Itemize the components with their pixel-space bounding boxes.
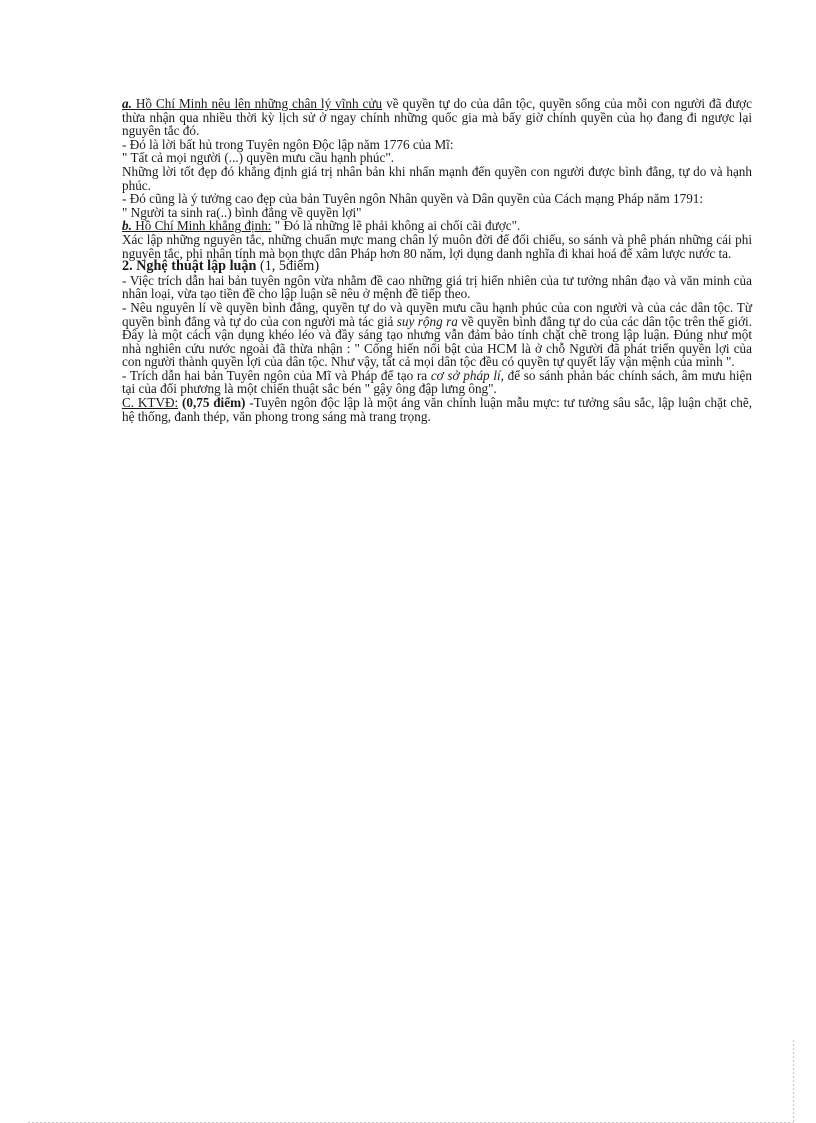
section-heading-points: (1, 5điểm): [256, 258, 320, 275]
page-border-right: [793, 1040, 794, 1123]
section-heading-2: [122, 260, 752, 274]
paragraph-text: về quyền bình đẳng tự do của các dân tộc trên thế giới. Đây là một cách vận dụng khéo léo và đầy sáng tạo nhưng vẫn đảm bảo tính chặt chẽ trong lập luận. Đúng như một nhà nghiên cứu nước ngoài đã thừa nhận : " Cống hiến nổi bật của HCM là ở chỗ Người đã phát triển quyền lợi của con người thành quyền lợi của dân tộc. Như vậy, tất cả mọi dân tộc đều có quyền tự quyết lấy vận mệnh của mình ".: [122, 313, 752, 370]
paragraph-quote-us: " Tất cả mọi người (...) quyền mưu cầu hạnh phúc".: [122, 150, 395, 166]
italic-text: suy rộng ra: [396, 313, 458, 329]
paragraph-legal-basis: [122, 369, 752, 396]
paragraph-text: về quyền tự do của dân tộc, quyền sống của mỗi con người đã được thừa nhận qua nhiều thời kỳ lịch sử ở ngay chính những quốc gia mà bấy giờ chính quyền của họ đang đi ngược lại nguyên tắc đó.: [122, 96, 752, 139]
points-label: (0,75 điểm): [178, 395, 246, 411]
section-label-c: C. KTVĐ:: [122, 395, 179, 411]
paragraph-b: [122, 219, 752, 233]
document-body: [122, 97, 752, 423]
paragraph-principles: Xác lập những nguyên tắc, những chuẩn mực mang chân lý muôn đời để đối chiếu, so sánh và phê phán những cái phi nguyên tắc, phi nhân tính mà bọn thực dân Pháp hơn 80 năm, lợi dụng danh nghĩa đi khai hoá để xâm lược nước ta.: [122, 231, 752, 261]
paragraph-citation: - Việc trích dẫn hai bản tuyên ngôn vừa nhằm đề cao những giá trị hiển nhiên của tư tưởng nhân đạo và văn minh của nhân loại, vừa tạo tiền đề cho lập luận sẽ nêu ở mệnh đề tiếp theo.: [122, 272, 752, 302]
paragraph-quote-intro-france: - Đó cũng là ý tưởng cao đẹp của bản Tuyên ngôn Nhân quyền và Dân quyền của Cách mạng Pháp năm 1791:: [122, 191, 704, 207]
paragraph-a: [122, 97, 752, 138]
paragraph-text: " Đó là những lẽ phải không ai chối cãi được".: [271, 218, 521, 234]
paragraph-equality: [122, 301, 752, 369]
underlined-text: Hồ Chí Minh nêu lên những chân lý vĩnh cửu: [131, 96, 383, 111]
item-label-b: b.: [122, 218, 132, 234]
paragraph-text: - Nêu nguyên lí về quyền bình đẳng, quyền tự do và quyền mưu cầu hạnh phúc của con người và của các dân tộc. Từ quyền bình đẳng và tự do của con người mà tác giả: [122, 299, 752, 329]
italic-text: cơ sở pháp lí: [430, 367, 501, 383]
paragraph-commentary: Những lời tốt đẹp đó khẳng định giá trị nhân bản khi nhấn mạnh đến quyền con người được bình đẳng, tự do và hạnh phúc.: [122, 163, 752, 193]
paragraph-text: -Tuyên ngôn độc lập là một áng văn chính luận mẫu mực: tư tưởng sâu sắc, lập luận chặt chẽ, hệ thống, đanh thép, văn phong trong sáng mà trang trọng.: [122, 395, 752, 424]
paragraph-quote-france: " Người ta sinh ra(..) bình đẳng về quyền lợi": [122, 204, 362, 220]
underlined-text: Hồ Chí Minh khẳng định:: [131, 218, 272, 234]
paragraph-text: , để so sánh phản bác chính sách, âm mưu hiện tại của đối phương là một chiến thuật sắc bén " gậy ông đập lưng ông".: [122, 367, 752, 397]
paragraph-quote-intro-us: - Đó là lời bất hủ trong Tuyên ngôn Độc lập năm 1776 của Mĩ:: [122, 136, 454, 152]
paragraph-conclusion: [122, 396, 752, 423]
paragraph-text: - Trích dẫn hai bản Tuyên ngôn của Mĩ và Pháp để tạo ra: [122, 367, 431, 383]
section-heading-title: 2. Nghệ thuật lập luận: [122, 258, 257, 275]
item-label-a: a.: [122, 96, 132, 111]
